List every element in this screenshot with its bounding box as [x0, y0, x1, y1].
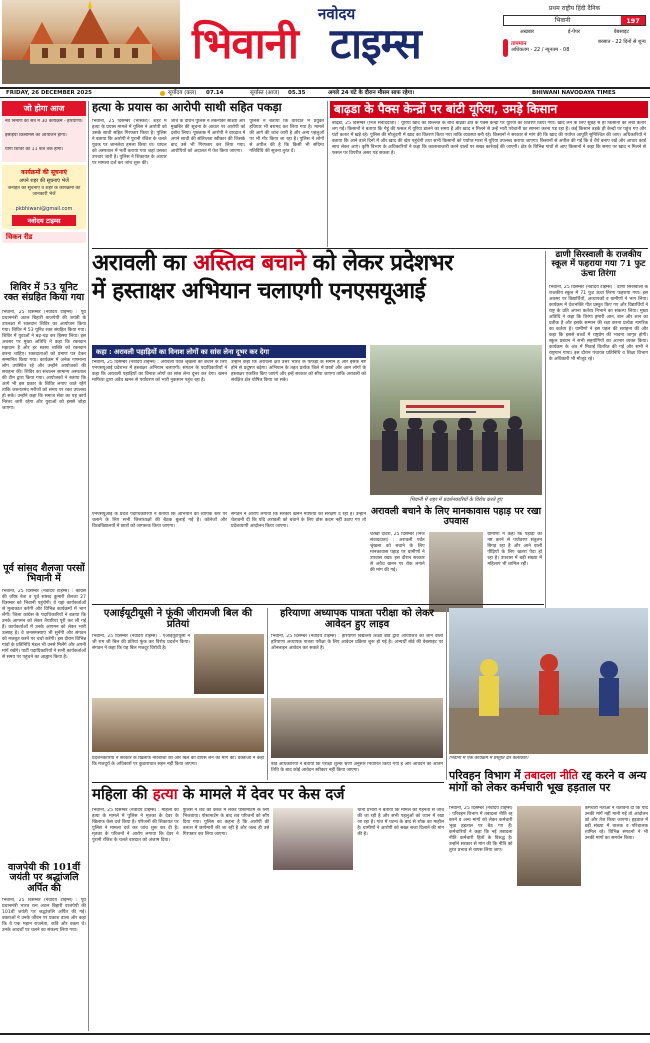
dateline-right: BHIWANI NAVODAYA TIMES	[532, 90, 616, 96]
tagline: प्रथम राष्ट्रीय हिंदी दैनिक	[548, 5, 601, 12]
story3-photo-a	[194, 634, 264, 694]
news-sub: अपने शहर की सूचनाएं भेजें	[19, 178, 69, 184]
date: FRIDAY, 26 DECEMBER 2025	[6, 90, 92, 96]
story4: हरियाणा अध्यापक पात्रता परीक्षा को लेकर आवेदन हुए लाइव भिवानी, 25 दिसम्बर (नवोदय टाइम्स) : हरियाणा विद्यालय शिक्षा बोर्ड द्वारा आयोजित की जाने वाली हरियाणा अध्यापक पात्रता परीक्षा के लिए आवेदन प्रक्रिया शुरू हो गई है। अभ्यर्थी बोर्ड की वेबसाइट पर ऑनलाइन आवेदन कर सकते हैं। बोर्ड अधिकारियों ने बताया कि परीक्षा शुल्क श्रेणी अनुसार निर्धारित किया गया है और आवेदन की अंतिम तिथि के बाद कोई आवेदन स्वीकार नहीं किया जाएगा।	[271, 608, 443, 773]
left-headline-1: शिविर में 53 यूनिट रक्त संग्रहित किया गया	[3, 282, 85, 304]
thermometer-icon	[503, 39, 508, 57]
top-story-title: हत्या के प्रयास का आरोपी साथी सहित पकड़ा	[92, 100, 282, 114]
bottom-rule	[0, 1033, 650, 1035]
lead-photo-caption: भिवानी में शहर में प्रदर्शनकारियों के विरोध करते हुए	[409, 497, 503, 503]
lead-kicker: कहा : अरावली पहाड़ियों का विनाश लोगों का सांस लेना दूभर कर देगा	[92, 345, 366, 358]
story6	[92, 786, 444, 803]
lead-photo	[370, 345, 542, 495]
left-headline-2: पूर्व सांसद शैलजा परसों भिवानी में	[3, 562, 85, 585]
story4-photo	[271, 698, 443, 758]
story6-photo	[273, 808, 353, 870]
email[interactable]: pkbhiwani@gmail.com	[15, 206, 73, 212]
masthead	[0, 0, 650, 88]
left-column: शिविर में 53 यूनिट रक्त संग्रहित किया गया भिवानी, 25 दिसम्बर (नवोदय टाइम्स) : पूर्व प्रधानमंत्री अटल बिहारी वाजपेयी की जयंती के उपलक्ष्य में रक्तदान शिविर का आयोजन किया गया। शिविर में 53 यूनिट रक्त संग्रहित किया गया। शिविर में युवाओं ने बढ़-चढ़ कर हिस्सा लिया। इस अवसर पर मुख्य अतिथि ने कहा कि रक्तदान महादान है और हर स्वस्थ व्यक्ति को रक्तदान करना चाहिए। रक्तदाताओं को प्रमाण पत्र देकर सम्मानित किया गया। कार्यक्रम में अनेक गणमान्य लोग उपस्थित रहे और उन्होंने आयोजकों की सराहना की। शिविर का संचालन सामान्य अस्पताल की टीम द्वारा किया गया। आयोजकों ने बताया कि आगे भी इस प्रकार के शिविर लगाए जाते रहेंगे ताकि जरूरतमंद मरीजों को समय पर रक्त उपलब्ध हो सके। उन्होंने कहा कि समाज सेवा का यह कार्य निरंतर जारी रहेगा और युवाओं को इससे जोड़ा जाएगा। पूर्व सांसद शैलजा परसों भिवानी में भिवानी, 25 दिसम्बर (नवोदय टाइम्स) : कांग्रेस की वरिष्ठ नेता व पूर्व सांसद कुमारी शैलजा 27 दिसम्बर को भिवानी पहुंचेंगी। वे यहां कार्यकर्ताओं से मुलाकात करेंगी और विभिन्न कार्यक्रमों में भाग लेंगी। जिला कांग्रेस के पदाधिकारियों ने बताया कि उनके आगमन को लेकर तैयारियां पूरी कर ली गई हैं। कार्यकर्ताओं में उनके आगमन को लेकर भारी उत्साह है। वे जनसमस्याएं भी सुनेंगी और संगठन को मजबूत करने पर चर्चा करेंगी। इस दौरान विभिन्न गांवों के प्रतिनिधि मंडल भी उनसे मिलेंगे और अपनी मांगें रखेंगे। पार्टी पदाधिकारियों ने सभी कार्यकर्ताओं से समय पर पहुंचने का आह्वान किया है। वाजपेयी की 101वीं जयंती पर श्रद्धांजलि अर्पित की भिवानी, 25 दिसम्बर (नवोदय टाइम्स) : पूर्व प्रधानमंत्री भारत रत्न अटल बिहारी वाजपेयी की 101वीं जयंती पर श्रद्धांजलि अर्पित की गई। वक्ताओं ने उनके जीवन पर प्रकाश डाला और कहा कि वे एक महान राजनेता, कवि और वक्ता थे। उनके आदर्शों पर चलने का संकल्प लिया गया।	[2, 282, 86, 934]
divider	[327, 101, 328, 247]
sidebar-logo: नवोदय टाइम्स	[12, 215, 76, 226]
price-box: 197	[621, 16, 645, 25]
brand-right: टाइम्स	[330, 19, 421, 68]
temple-photo	[2, 0, 180, 84]
lead-line2: में हस्ताक्षर अभियान चलाएगी एनएसयूआई	[92, 277, 426, 304]
today-item: योगा शिविर का 11 बजे तक होगा।	[5, 147, 64, 152]
story6-title-a: महिला की	[92, 785, 153, 803]
right-photo-caption: भिवानी में एक कार्यक्रम में प्रस्तुति देते कलाकार।	[449, 756, 529, 761]
story6-title-b: हत्या	[152, 785, 178, 803]
weather-ticker: अगले 24 घंटे के दौरान मौसम साफ रहेगा।	[328, 90, 415, 96]
right-photo	[449, 608, 648, 754]
rainfall: बरसात - 22 दिनों से शुन्य	[598, 39, 646, 45]
icon-label-epaper: ई-पेपर	[567, 29, 580, 35]
story6-title-c: के मामले में देवर पर केस दर्ज	[177, 785, 345, 803]
story3-photo-b	[92, 698, 264, 752]
icon-label-web: वेबसाइट	[613, 29, 630, 35]
news-title: कार्यक्रमों की सूचनाएं	[21, 169, 67, 176]
edition: भिवानी	[554, 17, 571, 24]
divider	[267, 608, 268, 780]
right-box: ढाणी सिरस्वाली के राजकीय स्कूल में फहराया गया 71 फुट ऊंचा तिरंगा भिवानी, 25 दिसम्बर (नवोदय टाइम्स) : ढाणी सिरस्वाली के राजकीय स्कूल में 71 फुट ऊंचा तिरंगा फहराया गया। इस अवसर पर विद्यार्थियों, अध्यापकों व ग्रामीणों ने भाग लिया। कार्यक्रम में देशभक्ति गीत प्रस्तुत किए गए और विद्यार्थियों ने राष्ट्र के प्रति अपना कर्तव्य निभाने का संकल्प लिया। मुख्य अतिथि ने कहा कि तिरंगा हमारी आन, बान और शान का प्रतीक है और इसके सम्मान की रक्षा करना प्रत्येक नागरिक का कर्तव्य है। ग्रामीणों ने इस पहल की सराहना की और कहा कि इससे बच्चों में राष्ट्रप्रेम की भावना जागृत होगी। स्कूल प्रबंधन ने सभी सहयोगियों का आभार व्यक्त किया। कार्यक्रम के अंत में मिठाई वितरित की गई और सभी ने राष्ट्रगान गाया। इस दौरान पंचायत प्रतिनिधि व शिक्षा विभाग के अधिकारी भी मौजूद रहे।	[549, 250, 648, 363]
story2-photo	[429, 532, 484, 612]
brand-left: भिवानी	[192, 19, 298, 68]
right-box-title: ढाणी सिरस्वाली के राजकीय स्कूल में फहराया गया 71 फुट ऊंचा तिरंगा	[551, 250, 646, 279]
sunset-time: 05.35	[288, 90, 306, 96]
lead-line1-b: अस्तित्व बचाने	[193, 250, 306, 276]
sidebar: जो होगा आज नव निर्माण का सत्र में 30 कार्यक्रम - हरियाणा। ईसाइयाँ क्रिसमिस का आयोजन होगा। योगा शिविर का 11 बजे तक होगा। कार्यक्रमों की सूचनाएं अपने शहर की सूचनाएं भेजें जनहित की सूचनाएं व शहर के कार्यक्रमों की जानकारी भेजें pkbhiwani@gmail.com नवोदय टाइम्स चिकन रीड	[2, 101, 86, 271]
story2: अरावली बचाने के लिए मानकावास पहाड़ पर रखा उपवास चरखी दादरी, 25 दिसम्बर (निज संवाददाता) : अरावली पर्वत श्रृंखला को बचाने के लिए मानकावास पहाड़ पर ग्रामीणों ने उपवास रखा। इस दौरान सरकार से अवैध खनन पर रोक लगाने की मांग की गई। ग्रामीणों ने कहा कि पहाड़ों को नष्ट करने से पर्यावरण संतुलन बिगड़ रहा है और आने वाली पीढ़ियों के लिए खतरा पैदा हो रहा है। उपवास में बड़ी संख्या में महिलाएं भी शामिल रहीं।	[370, 507, 542, 661]
lead-body: भिवानी, 25 दिसम्बर (नवोदय टाइम्स) : अरावली पर्वत श्रृंखला को बचाने के लिए एनएसयूआई प्रदेशभर में हस्ताक्षर अभियान चलाएगी। संगठन के पदाधिकारियों ने कहा कि अरावली पहाड़ियों का विनाश लोगों का सांस लेना दूभर कर देगा। खनन माफिया द्वारा अवैध खनन से पर्यावरण को भारी नुकसान पहुंच रहा है। उन्होंने कहा कि अरावली क्षेत्र उत्तर भारत के फेफड़ों के समान है और इसके नष्ट होने से प्रदूषण बढ़ेगा। अभियान के तहत प्रत्येक जिले में छात्रों और आम लोगों के हस्ताक्षर एकत्रित किए जाएंगे और इन्हें सरकार को सौंपा जाएगा ताकि अरावली को संरक्षित क्षेत्र घोषित किया जा सके।	[92, 360, 366, 383]
story5	[449, 770, 648, 794]
banner-story: बाढ़डा के पैक्स केन्द्रों पर बांटी यूरिया, उमड़े किसान बाढ़डा, 25 दिसम्बर (निज संवाददाता) : यूरिया खाद की किल्लत के बीच बाढ़डा क्षेत्र के पैक्स केन्द्रों पर यूरिया का वितरण किया गया। खाद लेने के लिए सुबह से ही किसानों की लंबी कतारें लग गईं। किसानों ने बताया कि गेहूं की फसल में यूरिया डालने का समय है और खाद न मिलने से उन्हें भारी परेशानी का सामना करना पड़ रहा है। कई किसान तड़के ही केन्द्रों पर पहुंच गए और घंटों कतार में खड़े रहे। पुलिस की मौजूदगी में खाद का वितरण किया गया ताकि व्यवस्था बनी रहे। किसानों ने सरकार से मांग की कि खाद की पर्याप्त आपूर्ति सुनिश्चित की जाए। अधिकारियों ने बताया कि आने वाले दिनों में और खाद की खेप पहुंचेगी तथा सभी किसानों को पर्याप्त मात्रा में यूरिया उपलब्ध कराया जाएगा। किसानों से अपील की गई कि वे धैर्य बनाए रखें और आधार कार्ड साथ लेकर आएं। कृषि विभाग के अधिकारियों ने कहा कि कालाबाजारी करने वालों पर सख्त कार्रवाई की जाएगी। क्षेत्र के विभिन्न गांवों से आए किसानों ने कहा कि समय पर खाद न मिलने से फसल पर विपरीत असर पड़ सकता है।	[332, 102, 646, 157]
icon-label-paper: अखबार	[519, 29, 535, 35]
lead-headline	[92, 251, 542, 304]
divider	[545, 251, 546, 661]
story5-title-b: तबादला नीति	[524, 769, 578, 782]
top-story: हत्या के प्रयास का आरोपी साथी सहित पकड़ा भिवानी, 25 दिसम्बर (भास्कर): शहर में हत्या के प्रयास मामले में पुलिस ने आरोपी को उसके साथी सहित गिरफ्तार किया है। पुलिस ने बताया कि आरोपी ने पुरानी रंजिश के चलते युवक पर जानलेवा हमला किया था। घायल को अस्पताल में भर्ती कराया गया जहां उसका उपचार जारी है। पुलिस ने शिकायत के आधार पर मामला दर्ज कर जांच शुरू की। जांच के दौरान पुलिस ने तकनीकी साक्ष्यों और मुखबिर की सूचना के आधार पर आरोपी को दबोच लिया। पूछताछ में आरोपी ने वारदात में अपने साथी की संलिप्तता स्वीकार की जिसके बाद उसे भी गिरफ्तार कर लिया गया। आरोपियों को अदालत में पेश किया जाएगा। पुलिस ने बताया कि वारदात में प्रयुक्त हथियार भी बरामद कर लिया गया है। मामले की आगे की जांच जारी है और अन्य पहलुओं पर भी गौर किया जा रहा है। पुलिस ने लोगों से अपील की है कि किसी भी संदिग्ध गतिविधि की सूचना तुरंत दें।	[92, 100, 325, 166]
today-item: नव निर्माण का सत्र में 30 कार्यक्रम - हरियाणा।	[5, 119, 83, 124]
story5-title-c: रद्द करने व अन्य मांगों को लेकर कर्मचारी भूख हड़ताल पर	[449, 769, 647, 795]
story5-body: भिवानी, 25 दिसम्बर (नवोदय टाइम्स) : परिवहन विभाग में तबादला नीति रद्द करने व अन्य मांगों को लेकर कर्मचारी भूख हड़ताल पर बैठ गए हैं। कर्मचारियों ने कहा कि नई तबादला नीति कर्मचारी हितों के विरुद्ध है। उन्होंने सरकार से मांग की कि नीति को तुरंत प्रभाव से वापस लिया जाए। कर्मचारी नेताओं ने चेतावनी दी कि यदि उनकी मांगें नहीं मानी गईं तो आंदोलन को और तेज किया जाएगा। हड़ताल में बड़ी संख्या में चालक व परिचालक शामिल रहे। विभिन्न संगठनों ने भी उनकी मांगों का समर्थन किया।	[449, 806, 648, 1031]
story5-photo	[517, 806, 581, 886]
dateline	[0, 87, 650, 98]
lead-line1-c: को लेकर प्रदेशभर	[305, 250, 453, 276]
divider	[88, 101, 89, 1031]
divider	[92, 782, 444, 783]
today-item: ईसाइयाँ क्रिसमिस का आयोजन होगा।	[5, 133, 67, 138]
story2-title: अरावली बचाने के लिए मानकावास पहाड़ पर रखा उपवास	[370, 506, 542, 528]
lead-line1-a: अरावली का	[92, 250, 194, 276]
sunrise-time: 07.14	[206, 90, 224, 96]
divider	[92, 248, 648, 249]
divider	[446, 608, 447, 780]
masthead-right	[503, 4, 646, 82]
sun-icon	[160, 91, 165, 96]
lead-body-2: एनएसयूआई के प्रदेश पदाधिकारियों ने बताया कि अभियान को व्यापक स्तर पर चलाने के लिए सभी जिलाध्यक्षों की बैठक बुलाई गई है। कॉलेजों और विश्वविद्यालयों में छात्रों को जागरूक किया जाएगा। संगठन ने आरोप लगाया कि सरकार खनन माफिया को संरक्षण दे रही है। उन्होंने चेतावनी दी कि यदि अरावली को बचाने के लिए ठोस कदम नहीं उठाए गए तो प्रदेशव्यापी आंदोलन किया जाएगा।	[92, 512, 366, 529]
story6-body: भिवानी, 25 दिसम्बर (नवोदय टाइम्स) : महिला की हत्या के मामले में पुलिस ने मृतका के देवर के खिलाफ केस दर्ज किया है। परिजनों की शिकायत पर पुलिस ने मामला दर्ज कर जांच शुरू कर दी है। मृतका के परिजनों ने आरोप लगाया कि देवर ने पुरानी रंजिश के चलते वारदात को अंजाम दिया। पुलिस ने शव को कब्जे में लेकर पोस्टमार्टम के लिए भिजवाया। पोस्टमार्टम के बाद शव परिजनों को सौंप दिया गया। पुलिस का कहना है कि आरोपी की तलाश में छापेमारी की जा रही है और जल्द ही उसे गिरफ्तार कर लिया जाएगा। थाना प्रभारी ने बताया कि मामले की गहनता से जांच की जा रही है और सभी पहलुओं को ध्यान में रखा जा रहा है। गांव में घटना के बाद से शोक का माहौल है। ग्रामीणों ने आरोपी को सख्त सजा दिलाने की मांग की है।	[92, 808, 444, 1030]
story4-title: हरियाणा अध्यापक पात्रता परीक्षा को लेकर आवेदन हुए लाइव	[280, 608, 434, 630]
story3-title: एआईयूटीयूसी ने फूंकी जीरामजी बिल की प्रतियां	[103, 608, 253, 630]
sidebar-tag: चिकन रीड	[2, 232, 86, 243]
banner-story-title: बाढ़डा के पैक्स केन्द्रों पर बांटी यूरिया, उमड़े किसान	[330, 101, 648, 118]
divider	[92, 604, 544, 605]
temp-values: अधिकतम - 22 / न्यूनतम - 08	[511, 47, 570, 53]
story5-title-a: परिवहन विभाग में	[449, 769, 525, 782]
temp-label: तापमान	[511, 41, 527, 47]
left-headline-3: वाजपेयी की 101वीं जयंती पर श्रद्धांजलि अर्पित की	[7, 861, 81, 894]
story3: एआईयूटीयूसी ने फूंकी जीरामजी बिल की प्रतियां भिवानी, 25 दिसम्बर (नवोदय टाइम्स) : एआईयूटीयूसी ने जी राम जी बिल की प्रतियां फूंक कर विरोध प्रदर्शन किया। संगठन ने कहा कि यह बिल मजदूर विरोधी है। प्रदर्शनकारियों ने सरकार के खिलाफ नारेबाजी की और बिल को वापस लेने की मांग की। वक्ताओं ने कहा कि मजदूरों के अधिकारों पर कुठाराघात सहन नहीं किया जाएगा।	[92, 608, 264, 767]
today-header: जो होगा आज	[2, 101, 86, 116]
brand-small: नवोदय	[318, 5, 356, 23]
sunrise-label: सूर्योदय (कल)	[168, 90, 197, 96]
sunset-label: सूर्यास्त (आज)	[250, 90, 280, 96]
